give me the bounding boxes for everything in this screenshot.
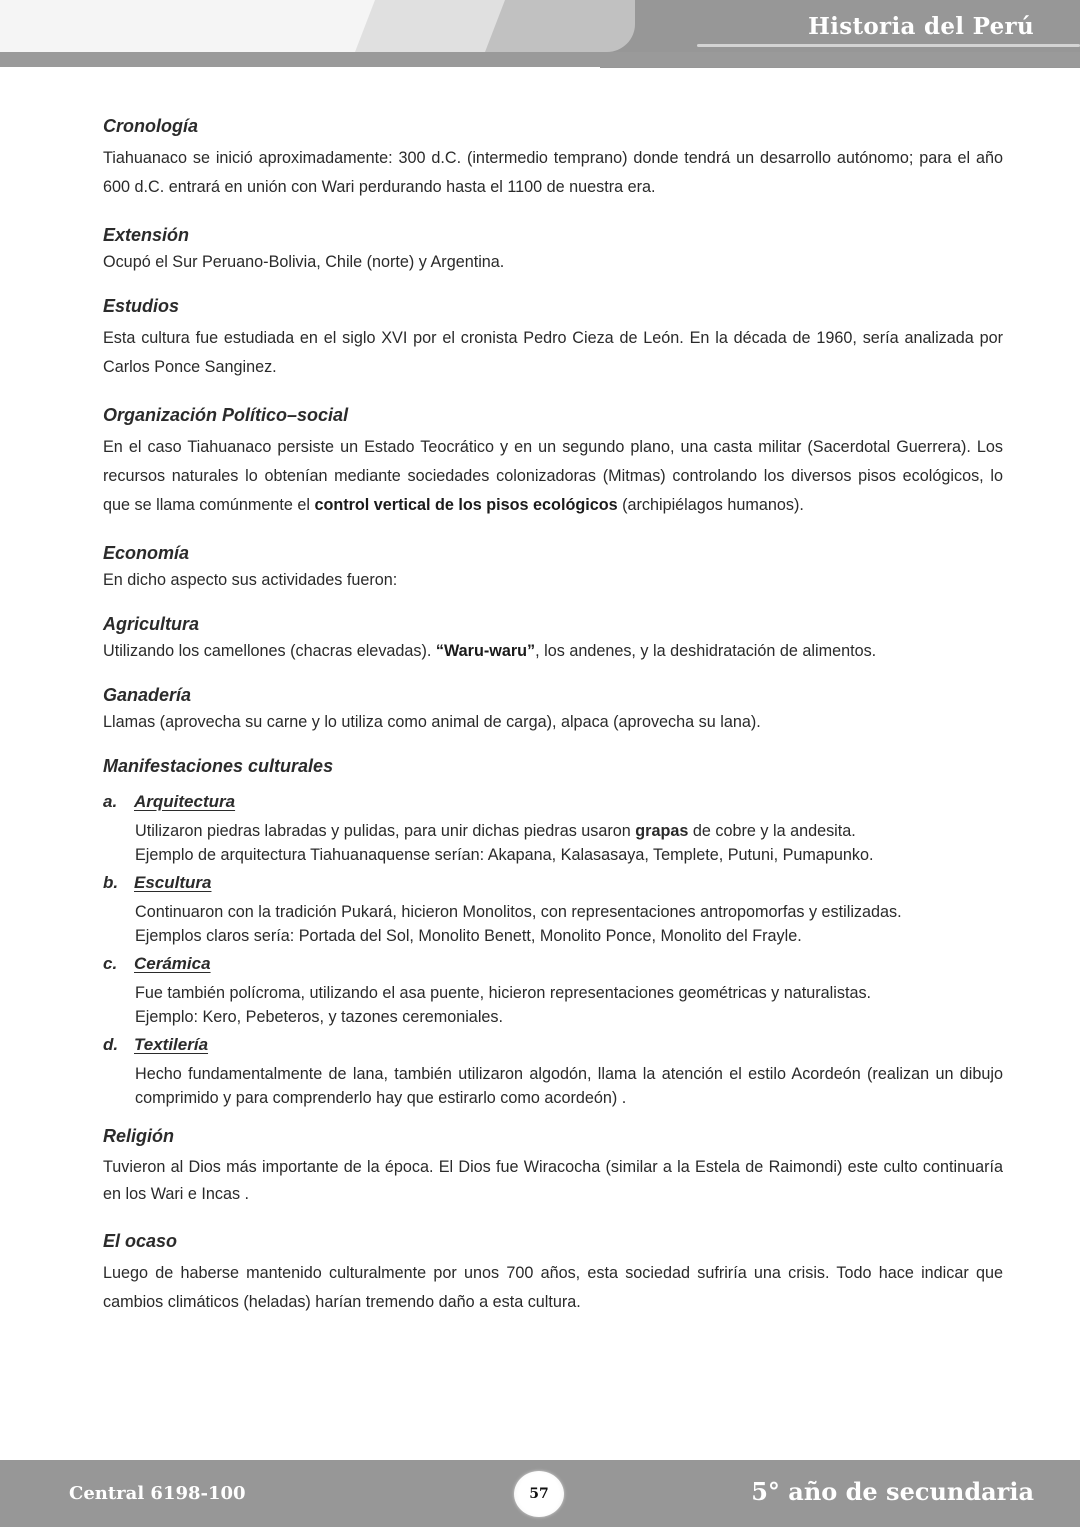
section-religion: [103, 1120, 1003, 1208]
list-item-escultura: [103, 873, 1003, 948]
text-run: , los andenes, y la deshidratación de alimentos.: [535, 642, 877, 660]
section-text: En dicho aspecto sus actividades fueron:: [103, 571, 398, 589]
section-text: Llamas (aprovecha su carne y lo utiliza como animal de carga), alpaca (aprovecha su lana).: [103, 713, 761, 731]
text-run: Continuaron con la tradición Pukará, hicieron Monolitos, con representaciones antropomorfas y estilizadas.: [135, 903, 902, 921]
list-marker: b.: [103, 873, 119, 892]
subsection-text: [103, 820, 1003, 867]
bold-term: control vertical de los pisos ecológicos: [314, 496, 618, 514]
section-text: [103, 433, 1003, 520]
section-title: Cronología: [103, 116, 198, 136]
list-marker: d.: [103, 1035, 119, 1054]
subsection-text: Hecho fundamentalmente de lana, también utilizaron algodón, llama la atención el estilo Acordeón (realizan un dibujo comprimido y para comprenderlo hay que estirarlo como acordeón) .: [135, 1065, 1003, 1107]
section-text: Tiahuanaco se inició aproximadamente: 300 d.C. (intermedio temprano) donde tendrá un desarrollo autónomo; para el año 600 d.C. entrará en unión con Wari perdurando hasta el 1100 de nuestra era.: [103, 149, 1003, 196]
subsection-title: Arquitectura: [134, 792, 236, 811]
phone-number: Central 6198-100: [69, 1483, 246, 1504]
section-text: Tuvieron al Dios más importante de la época. El Dios fue Wiracocha (similar a la Estela de Raimondi) este culto continuaría en los Wari e Incas .: [103, 1158, 1003, 1203]
text-run: Ejemplos claros sería: Portada del Sol, Monolito Benett, Monolito Ponce, Monolito del Frayle.: [135, 926, 802, 945]
list-marker: c.: [103, 954, 118, 973]
section-ocaso: [103, 1225, 1003, 1317]
section-ganaderia: [103, 679, 1003, 733]
section-manifestaciones: [103, 750, 1003, 1110]
section-text: Luego de haberse mantenido culturalmente por unos 700 años, esta sociedad sufriría una crisis. Todo hace indicar que cambios climáticos (heladas) harían tremendo daño a esta cultura.: [103, 1264, 1003, 1311]
section-text: [103, 640, 1003, 662]
text-run: Fue también polícroma, utilizando el asa puente, hicieron representaciones geométricas y naturalistas.: [135, 984, 872, 1002]
bold-term: “Waru-waru”: [435, 642, 536, 660]
list-item-ceramica: [103, 954, 1003, 1029]
section-title: Organización Político–social: [103, 405, 349, 425]
subsection-text: [103, 982, 1003, 1029]
page-number: 57: [529, 1486, 549, 1502]
section-text: Esta cultura fue estudiada en el siglo XVI por el cronista Pedro Cieza de León. En la década de 1960, sería analizada por Carlos Ponce Sanginez.: [103, 329, 1003, 376]
page-content: [103, 110, 1003, 1334]
section-title: Manifestaciones culturales: [103, 756, 334, 776]
section-estudios: [103, 290, 1003, 382]
subsection-title: Cerámica: [134, 954, 211, 973]
list-item-textileria: [103, 1035, 1003, 1110]
header-rule: [697, 44, 1080, 47]
section-title: Estudios: [103, 296, 180, 316]
text-run: de cobre y la andesita.: [688, 822, 856, 840]
grade-label: 5° año de secundaria: [751, 1477, 1034, 1506]
list-marker: a.: [103, 792, 118, 811]
section-economia: [103, 537, 1003, 591]
list-item-arquitectura: [103, 792, 1003, 867]
section-cronologia: [103, 110, 1003, 202]
page-header: [0, 0, 1080, 68]
page-number-badge: [514, 1471, 564, 1517]
subsection-text: [103, 901, 1003, 948]
text-run: Ejemplo: Kero, Pebeteros, y tazones ceremoniales.: [135, 1007, 504, 1026]
header-strip: [0, 52, 1080, 67]
section-title: Religión: [103, 1126, 174, 1146]
text-run: En el caso Tiahuanaco persiste un Estado Teocrático y en un segundo plano, una casta militar (Sacerdotal Guerrera). Los recursos naturales lo obtenían mediante sociedades colonizadoras (Mitmas) controlando los diversos pisos ecológicos, lo que se llama comúnmente el: [103, 438, 1003, 514]
bold-term: grapas: [635, 822, 689, 840]
section-text: Ocupó el Sur Peruano-Bolivia, Chile (norte) y Argentina.: [103, 253, 505, 271]
page-footer: [0, 1460, 1080, 1527]
subsection-title: Escultura: [134, 873, 212, 892]
text-run: Utilizaron piedras labradas y pulidas, para unir dichas piedras usaron: [135, 822, 636, 840]
text-run: (archipiélagos humanos).: [617, 496, 804, 514]
section-agricultura: [103, 608, 1003, 662]
text-run: Utilizando los camellones (chacras elevadas).: [103, 642, 436, 660]
subsection-title: Textilería: [134, 1035, 209, 1054]
section-title: Agricultura: [103, 614, 200, 634]
section-organizacion: [103, 399, 1003, 520]
text-run: Ejemplo de arquitectura Tiahuanaquense serían: Akapana, Kalasasaya, Templete, Putuni, Pumapunko.: [135, 845, 874, 864]
section-title: Ganadería: [103, 685, 192, 705]
section-title: Extensión: [103, 225, 190, 245]
section-title: Economía: [103, 543, 190, 563]
book-title: Historia del Perú: [808, 13, 1034, 40]
section-title: El ocaso: [103, 1231, 178, 1251]
section-extension: [103, 219, 1003, 273]
